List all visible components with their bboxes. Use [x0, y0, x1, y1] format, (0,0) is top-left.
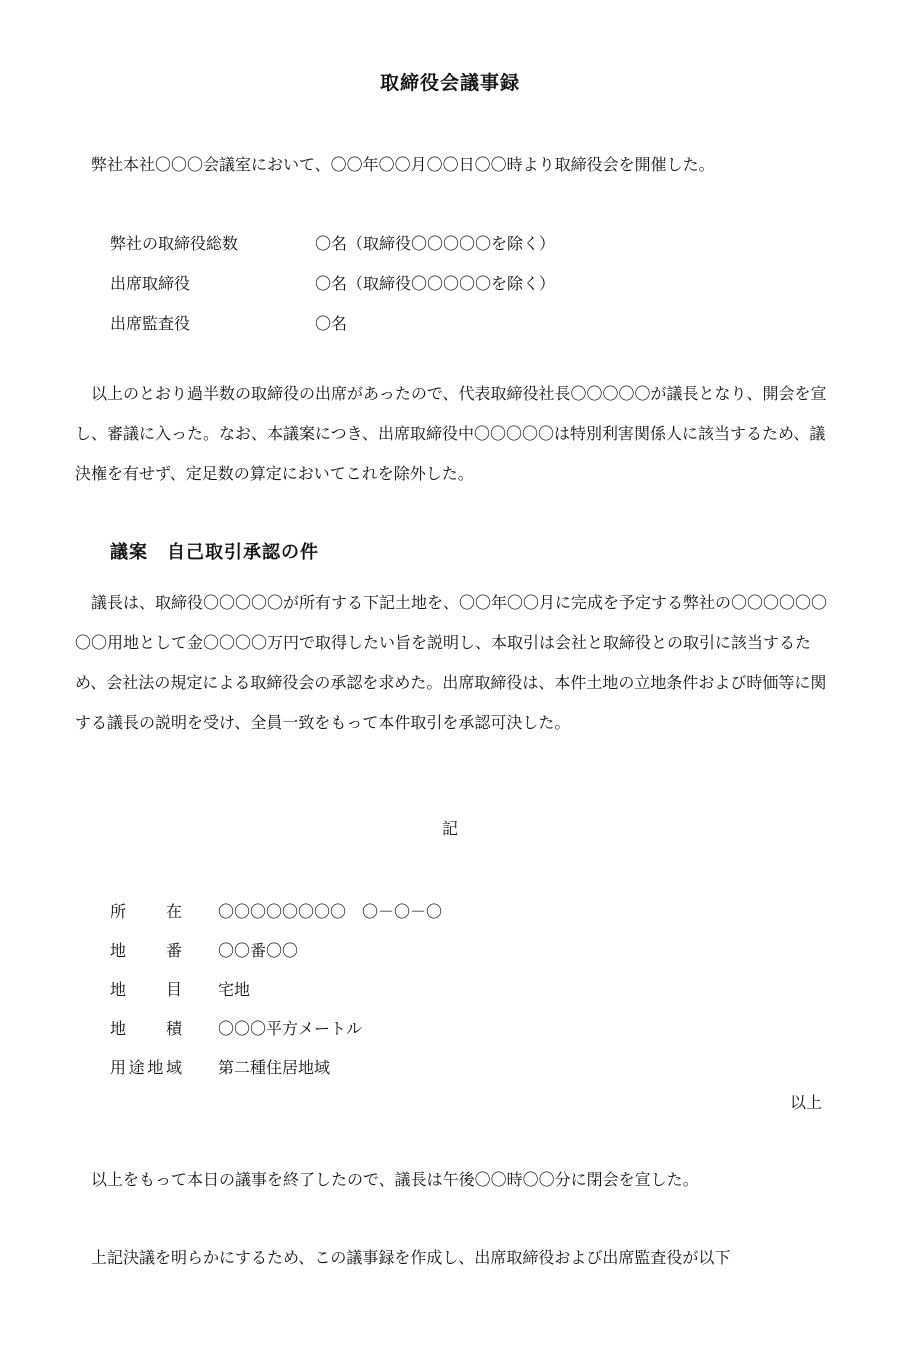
- attendance-value: 〇名（取締役〇〇〇〇〇を除く）: [315, 273, 556, 293]
- opening-paragraph: 弊社本社〇〇〇会議室において、〇〇年〇〇月〇〇日〇〇時より取締役会を開催した。: [91, 155, 715, 174]
- property-row: [110, 969, 442, 1008]
- property-row: [110, 1008, 442, 1047]
- property-label: 所在: [110, 902, 182, 921]
- property-label: 地目: [110, 980, 182, 999]
- attendance-label: 出席監査役: [110, 313, 191, 333]
- property-table: [110, 891, 442, 1086]
- attendance-row: [110, 222, 555, 262]
- property-value: 〇〇番〇〇: [218, 941, 299, 960]
- attendance-label: 出席取締役: [110, 273, 191, 293]
- ijou-marker: 以上: [789, 1093, 822, 1112]
- property-value: 〇〇〇平方メートル: [218, 1019, 363, 1038]
- document-title: 取締役会議事録: [379, 72, 520, 94]
- property-value: 第二種住居地域: [218, 1058, 331, 1077]
- attendance-table: [110, 222, 555, 342]
- agenda-heading: 議案 自己取引承認の件: [110, 542, 319, 563]
- attendance-label: 弊社の取締役総数: [110, 233, 239, 253]
- quorum-paragraph: 以上のとおり過半数の取締役の出席があったので、代表取締役社長〇〇〇〇〇が議長となり、開会を宣し、審議に入った。なお、本議案につき、出席取締役中〇〇〇〇〇は特別利害関係人に該当するため、議決権を有せず、定足数の算定においてこれを除外した。: [75, 384, 827, 483]
- closing-paragraph: 以上をもって本日の議事を終了したので、議長は午後〇〇時〇〇分に閉会を宣した。: [91, 1170, 699, 1189]
- attendance-value: 〇名（取締役〇〇〇〇〇を除く）: [315, 233, 556, 253]
- property-row: [110, 1047, 442, 1086]
- property-label: 用途地域: [110, 1058, 182, 1077]
- property-value: 〇〇〇〇〇〇〇〇 〇－〇－〇: [218, 902, 443, 921]
- property-label: 地積: [110, 1019, 182, 1038]
- property-row: [110, 891, 442, 930]
- property-label: 地番: [110, 941, 182, 960]
- property-row: [110, 930, 442, 969]
- proposal-paragraph: 議長は、取締役〇〇〇〇〇が所有する下記土地を、〇〇年〇〇月に完成を予定する弊社の〇〇〇〇〇〇〇〇用地として金〇〇〇〇万円で取得したい旨を説明し、本取引は会社と取締役との取引に該当するため、会社法の規定による取締役会の承認を求めた。出席取締役は、本件土地の立地条件および時価等に関する議長の説明を受け、全員一致をもって本件取引を承認可決した。: [75, 593, 828, 732]
- attendance-row: [110, 302, 555, 342]
- signature-note-paragraph: 上記決議を明らかにするため、この議事録を作成し、出席取締役および出席監査役が以下: [91, 1248, 731, 1267]
- attendance-value: 〇名: [315, 313, 348, 333]
- ki-marker: 記: [441, 819, 458, 838]
- property-value: 宅地: [218, 980, 251, 999]
- attendance-row: [110, 262, 555, 302]
